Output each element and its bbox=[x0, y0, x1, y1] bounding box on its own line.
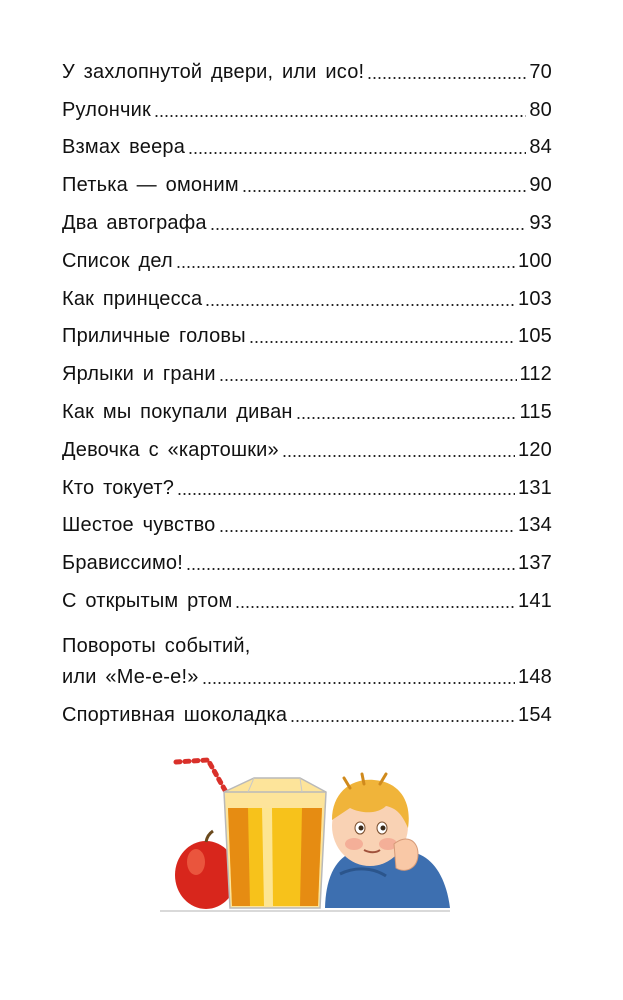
juice-glass bbox=[224, 778, 326, 908]
toc-entry[interactable] bbox=[62, 235, 552, 273]
toc-entry[interactable] bbox=[62, 348, 552, 386]
toc-entry-title: Как принцесса bbox=[62, 287, 203, 310]
toc-entry-page: 80 bbox=[529, 98, 552, 121]
toc-entry-title: Спортивная шоколадка bbox=[62, 703, 288, 726]
dot-leader bbox=[219, 530, 516, 532]
dot-leader bbox=[188, 152, 526, 154]
dot-leader bbox=[177, 493, 515, 495]
dot-leader bbox=[282, 455, 515, 457]
dot-leader bbox=[210, 228, 527, 230]
toc-entry[interactable] bbox=[62, 386, 552, 424]
toc-entry-page: 93 bbox=[529, 211, 552, 234]
toc-entry-page: 90 bbox=[529, 174, 552, 197]
toc-entry[interactable] bbox=[62, 122, 552, 160]
dot-leader bbox=[249, 341, 515, 343]
toc-entry-page: 84 bbox=[529, 136, 552, 159]
toc-entry-page: 134 bbox=[518, 514, 552, 537]
toc-entry[interactable] bbox=[62, 197, 552, 235]
toc-entry-title: Как мы покупали диван bbox=[62, 400, 293, 423]
boy-with-juice-illustration bbox=[150, 748, 460, 918]
toc-entry[interactable] bbox=[62, 500, 552, 538]
toc-entry-title: Рулончик bbox=[62, 98, 151, 121]
toc-entry-page: 105 bbox=[518, 325, 552, 348]
toc-entry-page: 154 bbox=[518, 703, 552, 726]
toc-entry-page: 112 bbox=[519, 363, 552, 386]
toc-entry-title: Девочка с «картошки» bbox=[62, 438, 279, 461]
toc-entry[interactable] bbox=[62, 84, 552, 122]
toc-entry-title: Список дел bbox=[62, 249, 173, 272]
dot-leader bbox=[219, 379, 517, 381]
toc-entry[interactable] bbox=[62, 424, 552, 462]
toc-entry[interactable] bbox=[62, 575, 552, 613]
toc-entry-title: Брависсимо! bbox=[62, 552, 183, 575]
toc-entry-title: Петька — омоним bbox=[62, 174, 239, 197]
toc-entry-page: 103 bbox=[518, 287, 552, 310]
dot-leader bbox=[242, 190, 527, 192]
toc-entry-title: Два автографа bbox=[62, 211, 207, 234]
toc-entry-page: 70 bbox=[529, 60, 552, 83]
dot-leader bbox=[154, 115, 526, 117]
toc-entry[interactable] bbox=[62, 273, 552, 311]
toc-entry-page: 115 bbox=[519, 400, 552, 423]
toc-entry-page: 120 bbox=[518, 438, 552, 461]
toc-entry-title: У захлопнутой двери, или исо! bbox=[62, 60, 365, 83]
toc-entry-page: 131 bbox=[518, 476, 552, 499]
toc-entry[interactable] bbox=[62, 689, 552, 727]
boy bbox=[325, 774, 450, 908]
dot-leader bbox=[296, 417, 517, 419]
toc-entry-page: 137 bbox=[518, 552, 552, 575]
toc-entry[interactable] bbox=[62, 537, 552, 575]
illustration-svg bbox=[150, 748, 460, 918]
toc-entry-title-line2: или «Ме-е-е!» bbox=[62, 665, 199, 688]
dot-leader bbox=[186, 568, 515, 570]
toc-entry-title: Взмах веера bbox=[62, 136, 186, 159]
dot-leader bbox=[205, 304, 515, 306]
toc-entry[interactable] bbox=[62, 46, 552, 84]
dot-leader bbox=[176, 266, 515, 268]
straw bbox=[176, 760, 226, 792]
toc-entry-title: С открытым ртом bbox=[62, 589, 233, 612]
toc-entry-title: Ярлыки и грани bbox=[62, 363, 216, 386]
toc-entry[interactable] bbox=[62, 311, 552, 349]
toc-entry[interactable] bbox=[62, 613, 552, 689]
toc-entry[interactable] bbox=[62, 159, 552, 197]
table-of-contents bbox=[62, 46, 552, 727]
dot-leader bbox=[235, 606, 515, 608]
toc-entry-title: Приличные головы bbox=[62, 325, 246, 348]
toc-entry-title: Шестое чувство bbox=[62, 514, 216, 537]
toc-entry-title-line1: Повороты событий, bbox=[62, 634, 251, 657]
dot-leader bbox=[202, 682, 515, 684]
toc-entry[interactable] bbox=[62, 462, 552, 500]
dot-leader bbox=[367, 77, 526, 79]
toc-entry-title: Кто токует? bbox=[62, 476, 175, 499]
toc-entry-page: 148 bbox=[518, 665, 552, 688]
toc-entry-page: 141 bbox=[518, 589, 552, 612]
dot-leader bbox=[290, 720, 515, 722]
toc-entry-page: 100 bbox=[518, 249, 552, 272]
